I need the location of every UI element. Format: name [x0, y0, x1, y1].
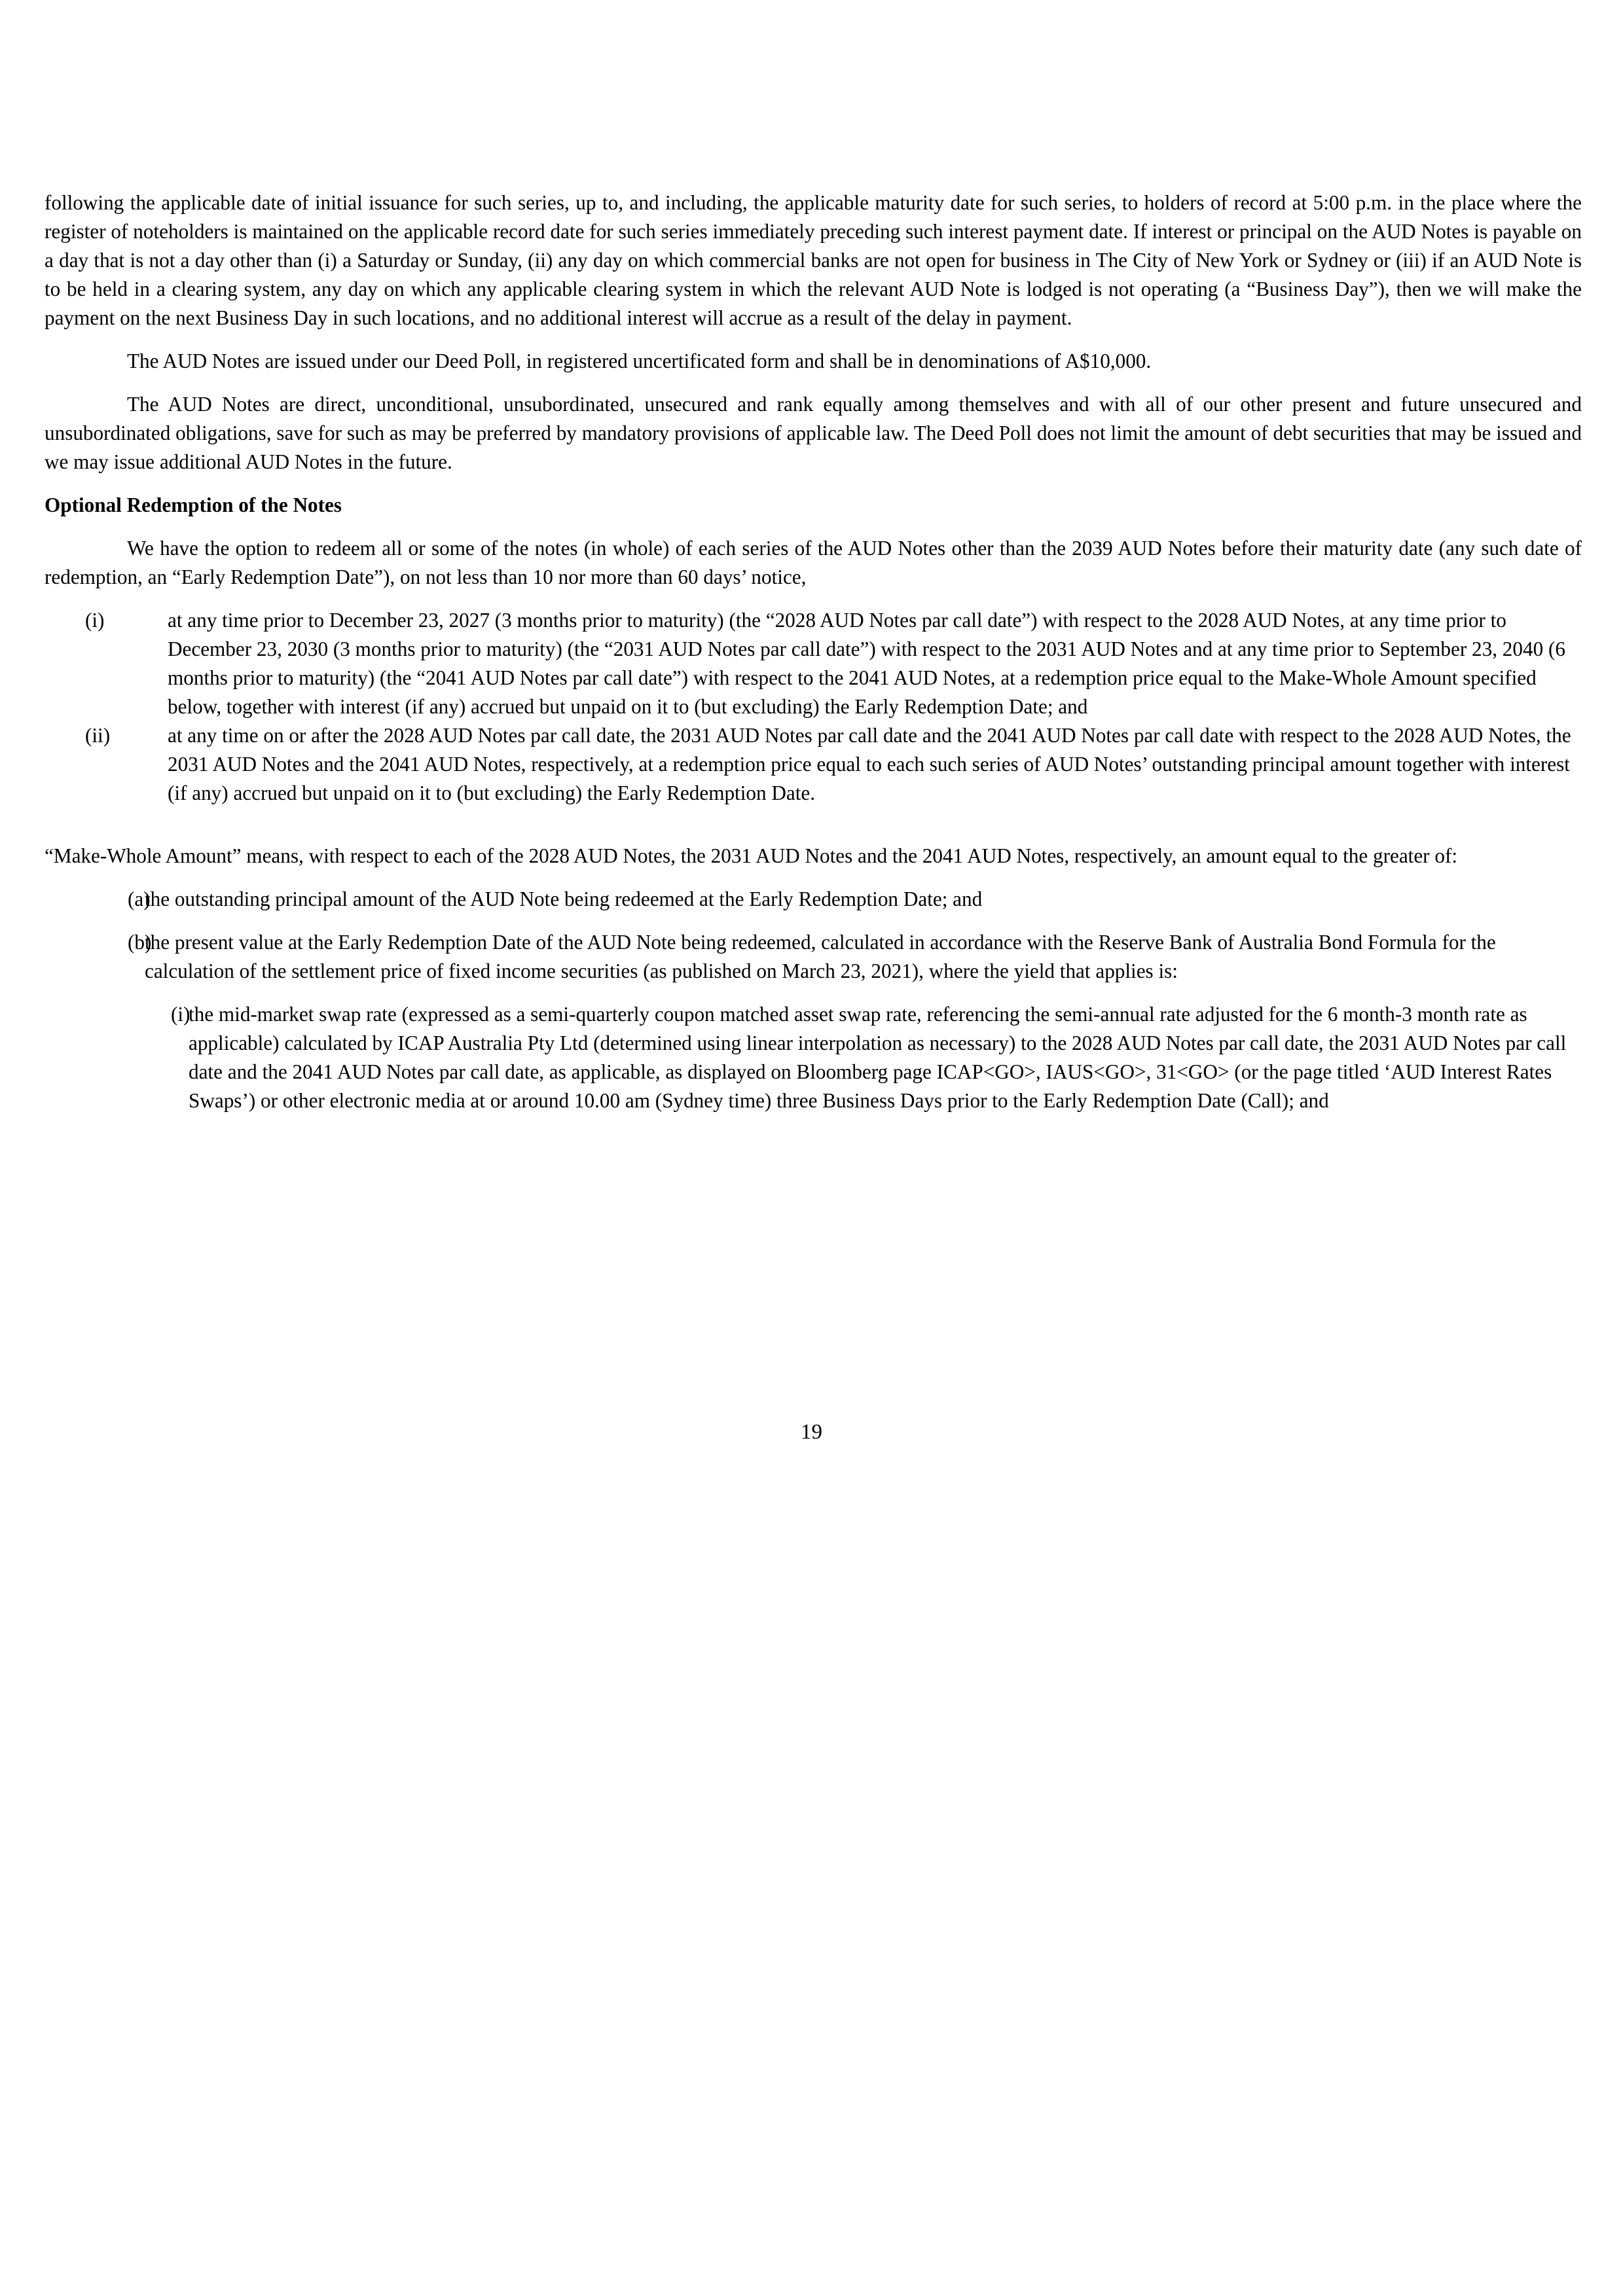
list-marker: (a): [128, 888, 151, 910]
list-item: [45, 721, 1582, 808]
list-item-text: the mid-market swap rate (expressed as a semi-quarterly coupon matched asset swap rate, referencing the semi-annual rate adjusted for the 6 month-3 month rate as applicable) calculated by ICAP Australia Pty Ltd (determined using linear interpolation as necessary) to the 2028 AUD Notes par call date, the 2031 AUD Notes par call date and the 2041 AUD Notes par call date, as applicable, as displayed on Bloomberg page ICAP<GO>, IAUS<GO>, 31<GO> (or the page titled ‘AUD Interest Rates Swaps’) or other electronic media at or around 10.00 am (Sydney time) three Business Days prior to the Early Redemption Date (Call); and: [189, 1003, 1567, 1112]
list-item-text: at any time prior to December 23, 2027 (3 months prior to maturity) (the “2028 AUD Notes par call date”) with respect to the 2028 AUD Notes, at any time prior to December 23, 2030 (3 months prior to maturity) (the “2031 AUD Notes par call date”) with respect to the 2031 AUD Notes and at any time prior to September 23, 2040 (6 months prior to maturity) (the “2041 AUD Notes par call date”) with respect to the 2041 AUD Notes, at a redemption price equal to the Make-Whole Amount specified below, together with interest (if any) accrued but unpaid on it to (but excluding) the Early Redemption Date; and: [168, 609, 1565, 718]
list-item: [45, 606, 1582, 721]
list-item-text: the present value at the Early Redemption Date of the AUD Note being redeemed, calculated in accordance with the Reserve Bank of Australia Bond Formula for the calculation of the settlement price of fixed income securities (as published on March 23, 2021), where the yield that applies is:: [145, 931, 1496, 982]
list-marker: (ii): [85, 724, 111, 747]
paragraph-ranking: The AUD Notes are direct, unconditional, unsubordinated, unsecured and rank equally among themselves and with all of our other present and future unsecured and unsubordinated obligations, save for such as may be preferred by mandatory provisions of applicable law. The Deed Poll does not limit the amount of debt securities that may be issued and we may issue additional AUD Notes in the future.: [45, 393, 1582, 473]
section-intro: We have the option to redeem all or some of the notes (in whole) of each series of the AUD Notes other than the 2039 AUD Notes before their maturity date (any such date of redemption, an “Early Redemption Date”), on not less than 10 nor more than 60 days’ notice,: [45, 537, 1582, 588]
list-item-text: at any time on or after the 2028 AUD Notes par call date, the 2031 AUD Notes par call date and the 2041 AUD Notes par call date with respect to the 2028 AUD Notes, the 2031 AUD Notes and the 2041 AUD Notes, respectively, at a redemption price equal to each such series of AUD Notes’ outstanding principal amount together with interest (if any) accrued but unpaid on it to (but excluding) the Early Redemption Date.: [168, 724, 1571, 804]
redemption-options-list: [45, 606, 1582, 808]
list-item: [45, 885, 1582, 914]
make-whole-definition: “Make-Whole Amount” means, with respect to each of the 2028 AUD Notes, the 2031 AUD Notes and the 2041 AUD Notes, respectively, an amount equal to the greater of:: [45, 844, 1458, 867]
paragraph-business-day: following the applicable date of initial issuance for such series, up to, and including, the applicable maturity date for such series, to holders of record at 5:00 p.m. in the place where the register of noteholders is maintained on the applicable record date for such series immediately preceding such interest payment date. If interest or principal on the AUD Notes is payable on a day that is not a day other than (i) a Saturday or Sunday, (ii) any day on which commercial banks are not open for business in The City of New York or Sydney or (iii) if an AUD Note is to be held in a clearing system, any day on which any applicable clearing system in which the relevant AUD Note is lodged is not operating (a “Business Day”), then we will make the payment on the next Business Day in such locations, and no additional interest will accrue as a result of the delay in payment.: [45, 191, 1582, 329]
list-marker: (i): [171, 1003, 191, 1026]
list-marker: (b): [128, 931, 152, 954]
list-marker: (i): [85, 609, 105, 632]
document-body: [45, 188, 1582, 1115]
list-item: [45, 928, 1582, 986]
section-heading: Optional Redemption of the Notes: [45, 493, 342, 516]
paragraph-deed-poll: The AUD Notes are issued under our Deed Poll, in registered uncertificated form and shall be in denominations of A$10,000.: [127, 350, 1152, 372]
page-number: 19: [801, 1420, 822, 1444]
list-item-text: the outstanding principal amount of the AUD Note being redeemed at the Early Redemption Date; and: [145, 888, 983, 910]
list-item: [45, 1000, 1582, 1115]
